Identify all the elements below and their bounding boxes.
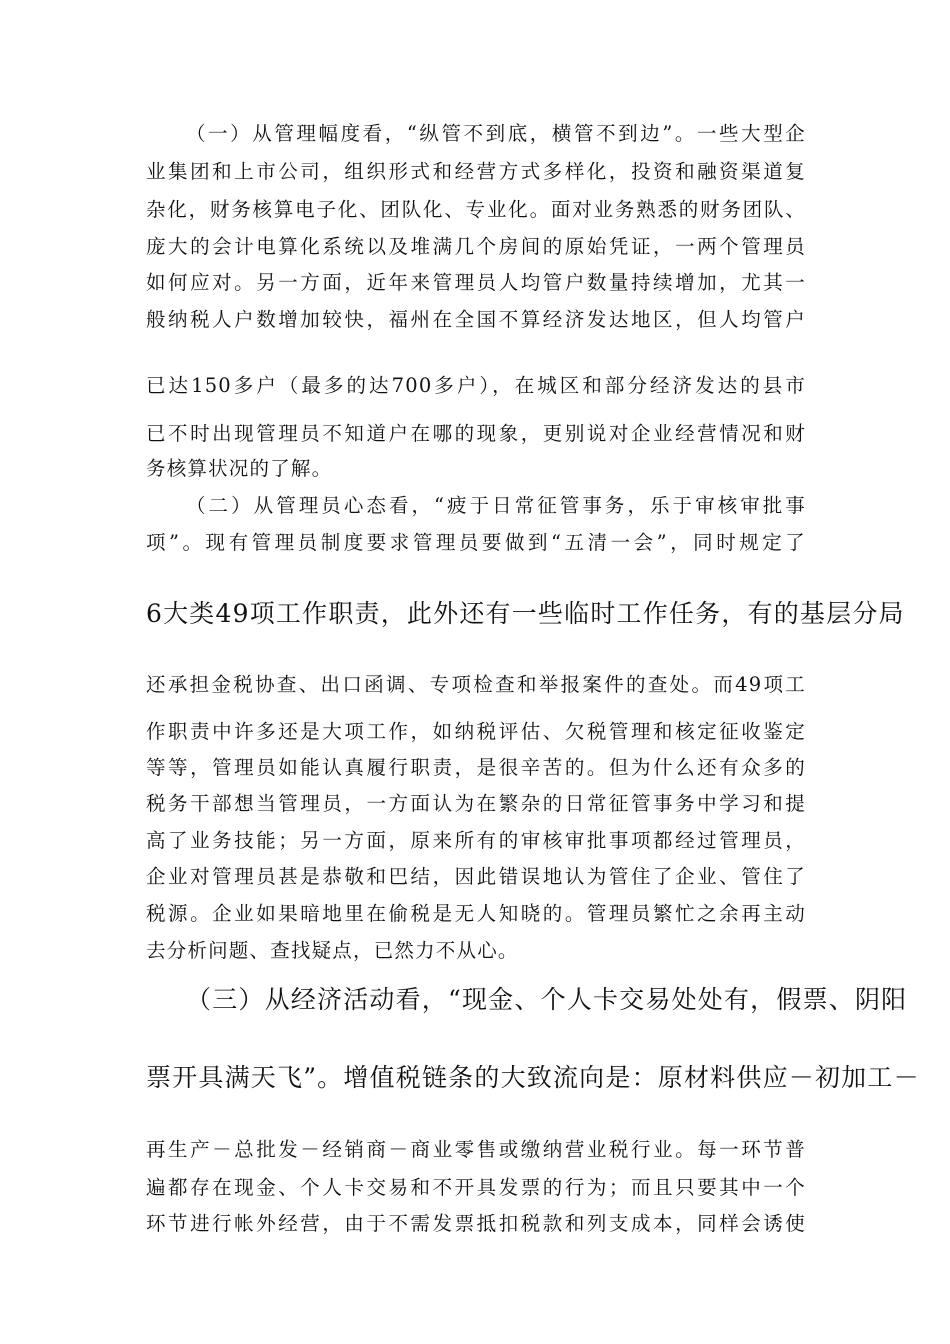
paragraph-line: 企业对管理员甚是恭敬和巴结，因此错误地认为管住了企业、管住了 — [146, 865, 806, 888]
paragraph-line: 作职责中许多还是大项工作，如纳税评估、欠税管理和核定征收鉴定 — [146, 720, 806, 743]
paragraph-line: 高了业务技能；另一方面，原来所有的审核审批事项都经过管理员， — [146, 829, 806, 852]
paragraph-line: 环节进行帐外经营，由于不需发票抵扣税款和列支成本，同样会诱使 — [146, 1212, 806, 1235]
paragraph-line: 如何应对。另一方面，近年来管理员人均管户数量持续增加，尤其一 — [146, 271, 806, 294]
paragraph-line: 税源。企业如果暗地里在偷税是无人知晓的。管理员繁忙之余再主动 — [146, 902, 806, 925]
paragraph-line: 税务干部想当管理员，一方面认为在繁杂的日常征管事务中学习和提 — [146, 792, 806, 815]
paragraph-line: 业集团和上市公司，组织形式和经营方式多样化，投资和融资渠道复 — [146, 160, 806, 183]
paragraph-line: （三）从经济活动看，“现金、个人卡交易处处有，假票、阴阳 — [186, 985, 908, 1014]
paragraph-line: 项”。现有管理员制度要求管理员要做到“五清一会”，同时规定了 — [146, 531, 806, 554]
paragraph-line: 6大类49项工作职责，此外还有一些临时工作任务，有的基层分局 — [146, 599, 905, 628]
paragraph-line: 已不时出现管理员不知道户在哪的现象，更别说对企业经营情况和财 — [146, 422, 806, 445]
paragraph-line: 杂化，财务核算电子化、团队化、专业化。面对业务熟悉的财务团队、 — [146, 198, 806, 221]
paragraph-line: 票开具满天飞”。增值税链条的大致流向是：原材料供应－初加工－ — [146, 1063, 920, 1092]
paragraph-line: 去分析问题、查找疑点，已然力不从心。 — [146, 939, 519, 962]
paragraph-line: （一）从管理幅度看，“纵管不到底，横管不到边”。一些大型企 — [186, 122, 806, 145]
paragraph-line: （二）从管理员心态看，“疲于日常征管事务，乐于审核审批事 — [186, 494, 806, 517]
paragraph-line: 再生产－总批发－经销商－商业零售或缴纳营业税行业。每一环节普 — [146, 1138, 806, 1161]
paragraph-line: 遍都存在现金、个人卡交易和不开具发票的行为；而且只要其中一个 — [146, 1176, 806, 1199]
paragraph-line: 般纳税人户数增加较快，福州在全国不算经济发达地区，但人均管户 — [146, 308, 806, 331]
paragraph-line: 务核算状况的了解。 — [146, 457, 333, 480]
paragraph-line: 等等，管理员如能认真履行职责，是很辛苦的。但为什么还有众多的 — [146, 756, 806, 779]
paragraph-line: 已达150多户（最多的达700多户），在城区和部分经济发达的县市 — [146, 374, 806, 397]
paragraph-line: 庞大的会计电算化系统以及堆满几个房间的原始凭证，一两个管理员 — [146, 235, 806, 258]
paragraph-line: 还承担金税协查、出口函调、专项检查和举报案件的查处。而49项工 — [146, 673, 806, 696]
